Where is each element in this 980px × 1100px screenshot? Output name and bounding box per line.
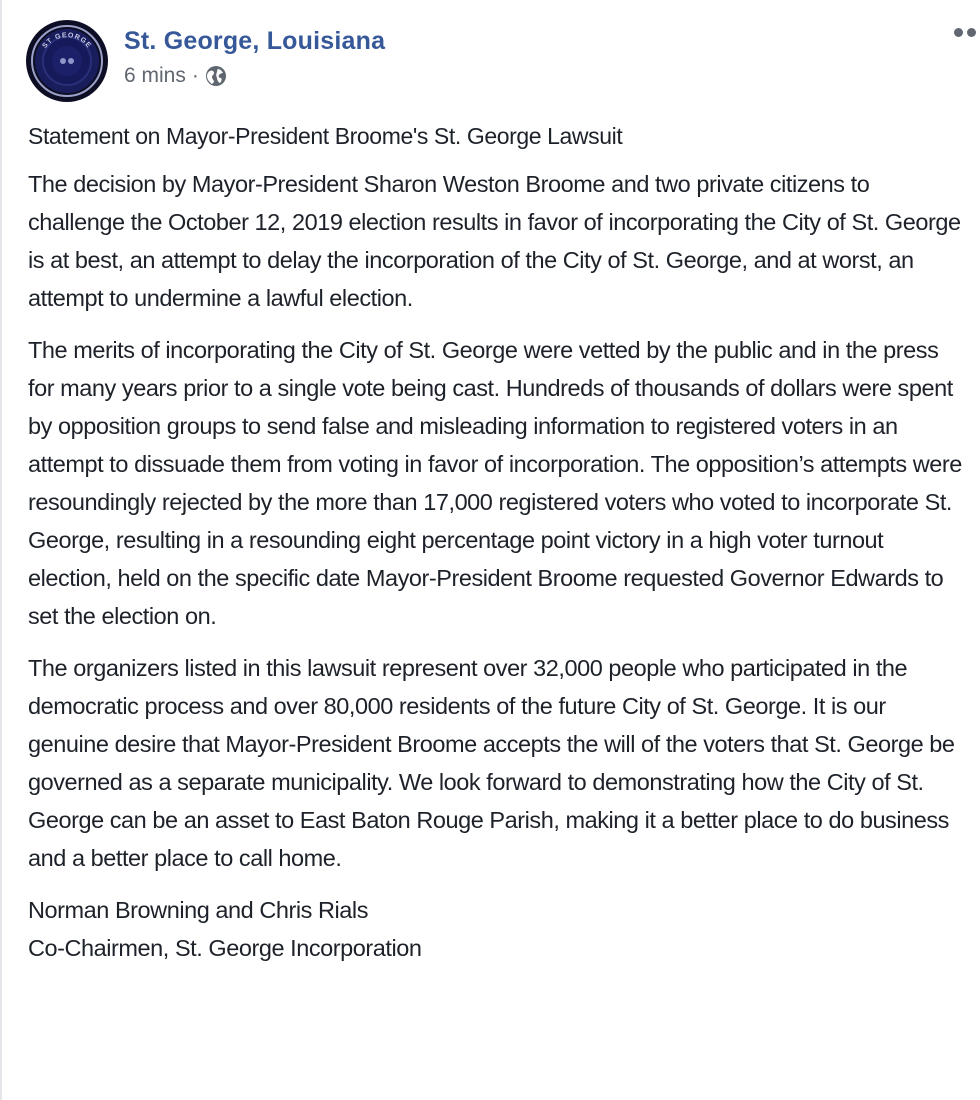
more-dot bbox=[954, 28, 963, 37]
more-options-icon[interactable] bbox=[954, 28, 976, 37]
post-subline bbox=[124, 64, 385, 88]
more-dot bbox=[967, 28, 976, 37]
post-meta bbox=[124, 26, 385, 88]
signature-title: Co-Chairmen, St. George Incorporation bbox=[28, 935, 422, 961]
st-george-logo-icon bbox=[26, 20, 108, 102]
separator-dot: · bbox=[191, 64, 199, 87]
globe-icon[interactable] bbox=[205, 65, 227, 87]
post-title: Statement on Mayor-President Broome's St. George Lawsuit bbox=[28, 123, 623, 149]
avatar[interactable] bbox=[26, 20, 108, 102]
post-paragraph-1: The decision by Mayor-President Sharon Weston Broome and two private citizens to challenge the October 12, 2019 election results in favor of incorporating the City of St. George is at best, an attempt to delay the incorporation of the City of St. George, and at worst, an attempt to undermine a lawful election. bbox=[28, 171, 961, 311]
signature-names: Norman Browning and Chris Rials bbox=[28, 897, 368, 923]
post-paragraph-2: The merits of incorporating the City of St. George were vetted by the public and in the press for many years prior to a single vote being cast. Hundreds of thousands of dollars were spent by opposition groups to send false and misleading information to registered voters in an attempt to dissuade them from voting in favor of incorporation. The opposition’s attempts were resoundingly rejected by the more than 17,000 registered voters who voted to incorporate St. George, resulting in a resounding eight percentage point victory in a high voter turnout election, held on the specific date Mayor-President Broome requested Governor Edwards to set the election on. bbox=[28, 337, 962, 629]
post-header bbox=[26, 20, 385, 102]
svg-text:ST GEORGE: ST GEORGE bbox=[41, 32, 93, 50]
post-body bbox=[28, 117, 968, 967]
author-name-link[interactable]: St. George, Louisiana bbox=[124, 27, 386, 55]
timestamp-link[interactable]: 6 mins bbox=[124, 64, 186, 87]
post-paragraph-3: The organizers listed in this lawsuit represent over 32,000 people who participated in the democratic process and over 80,000 residents of the future City of St. George. It is our genuine desire that Mayor-President Broome accepts the will of the voters that St. George be governed as a separate municipality. We look forward to demonstrating how the City of St. George can be an asset to East Baton Rouge Parish, making it a better place to do business and a better place to call home. bbox=[28, 655, 955, 871]
